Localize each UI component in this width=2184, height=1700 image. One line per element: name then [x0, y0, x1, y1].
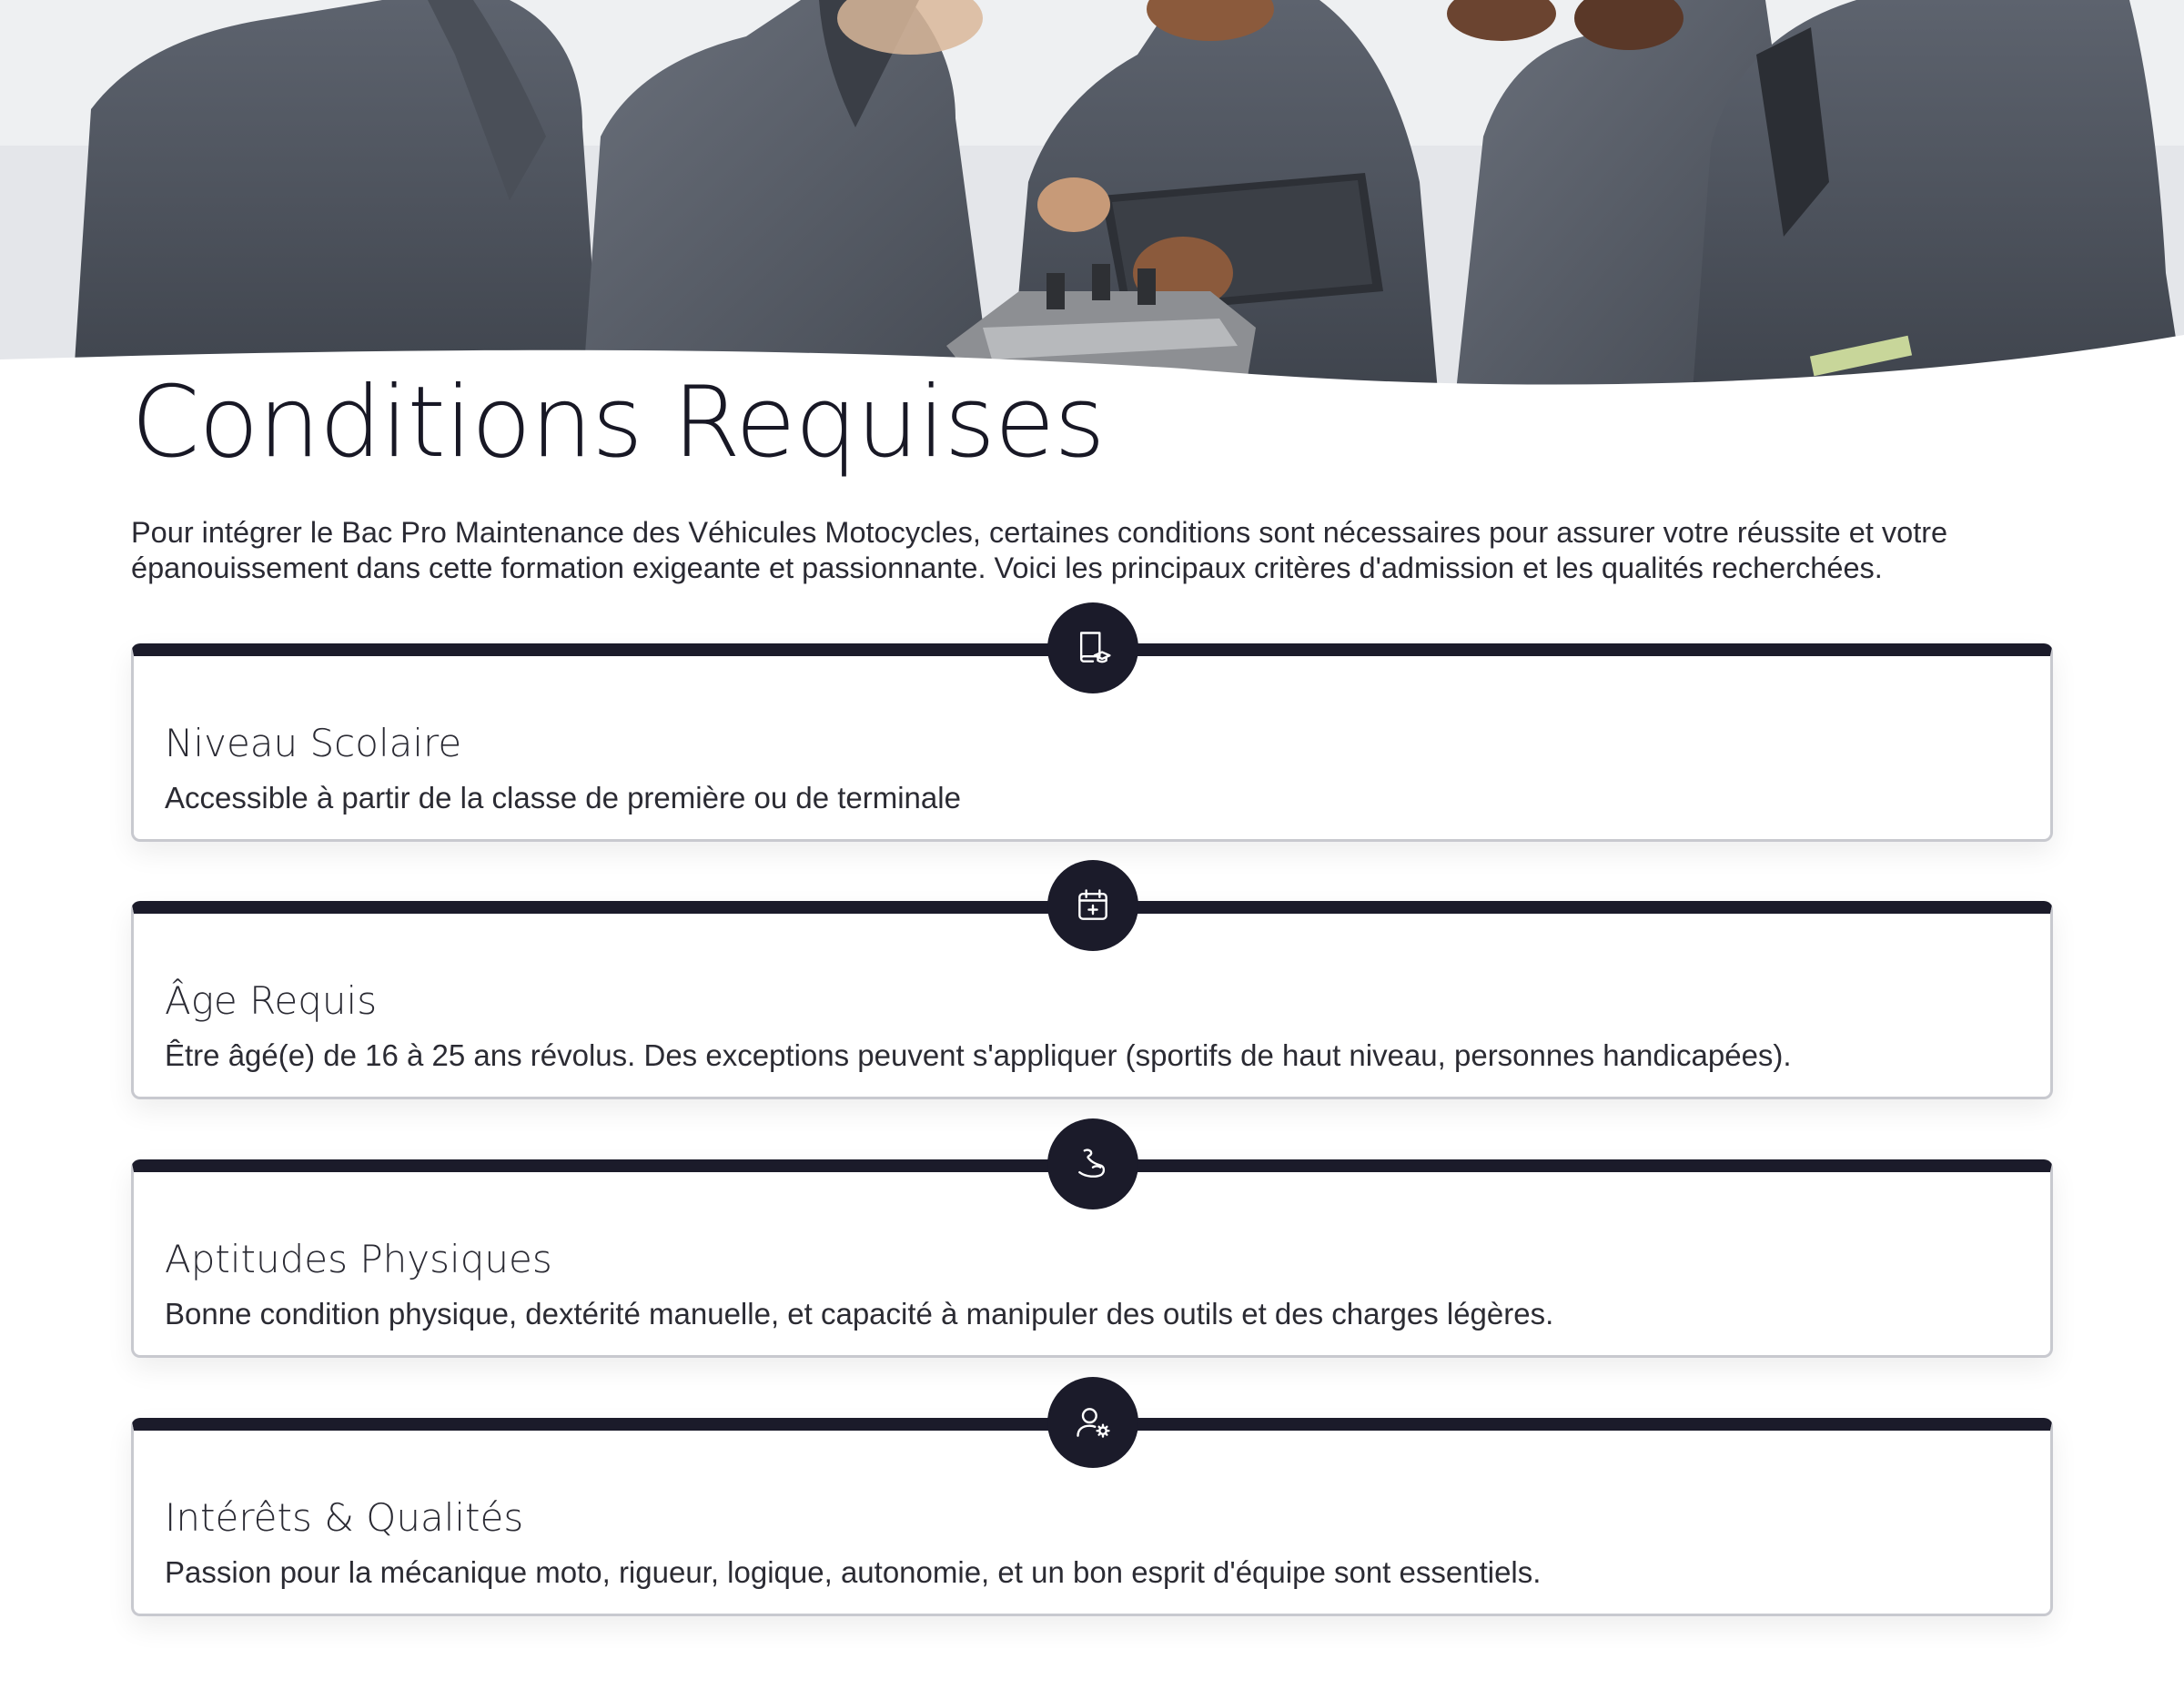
card-title: Intérêts & Qualités [165, 1495, 524, 1540]
intro-paragraph: Pour intégrer le Bac Pro Maintenance des Véhicules Motocycles, certaines conditions sont nécessaires pour assurer votre réussite et votre épanouissement dans cette formation exigeante et passionnante. Voici les principaux critères d'admission et les qualités recherchées. [131, 516, 1948, 584]
card-text: Accessible à partir de la classe de première ou de terminale [165, 781, 961, 815]
card-text: Être âgé(e) de 16 à 25 ans révolus. Des exceptions peuvent s'appliquer (sportifs de haut niveau, personnes handicapées). [165, 1038, 1792, 1072]
hero-photo-illustration [0, 0, 2184, 391]
page-title: Conditions Requises [131, 366, 1105, 480]
card-title: Aptitudes Physiques [165, 1237, 552, 1281]
book-graduation-icon [1047, 602, 1138, 693]
calendar-plus-icon [1047, 860, 1138, 951]
card-text: Passion pour la mécanique moto, rigueur, logique, autonomie, et un bon esprit d'équipe sont essentiels. [165, 1555, 1542, 1589]
flexed-arm-icon [1047, 1118, 1138, 1209]
card-title: Niveau Scolaire [165, 721, 462, 765]
card-text: Bonne condition physique, dextérité manuelle, et capacité à manipuler des outils et des charges légères. [165, 1297, 1554, 1331]
hero-image [0, 0, 2184, 391]
card-title: Âge Requis [165, 978, 378, 1023]
user-gear-icon [1047, 1377, 1138, 1468]
